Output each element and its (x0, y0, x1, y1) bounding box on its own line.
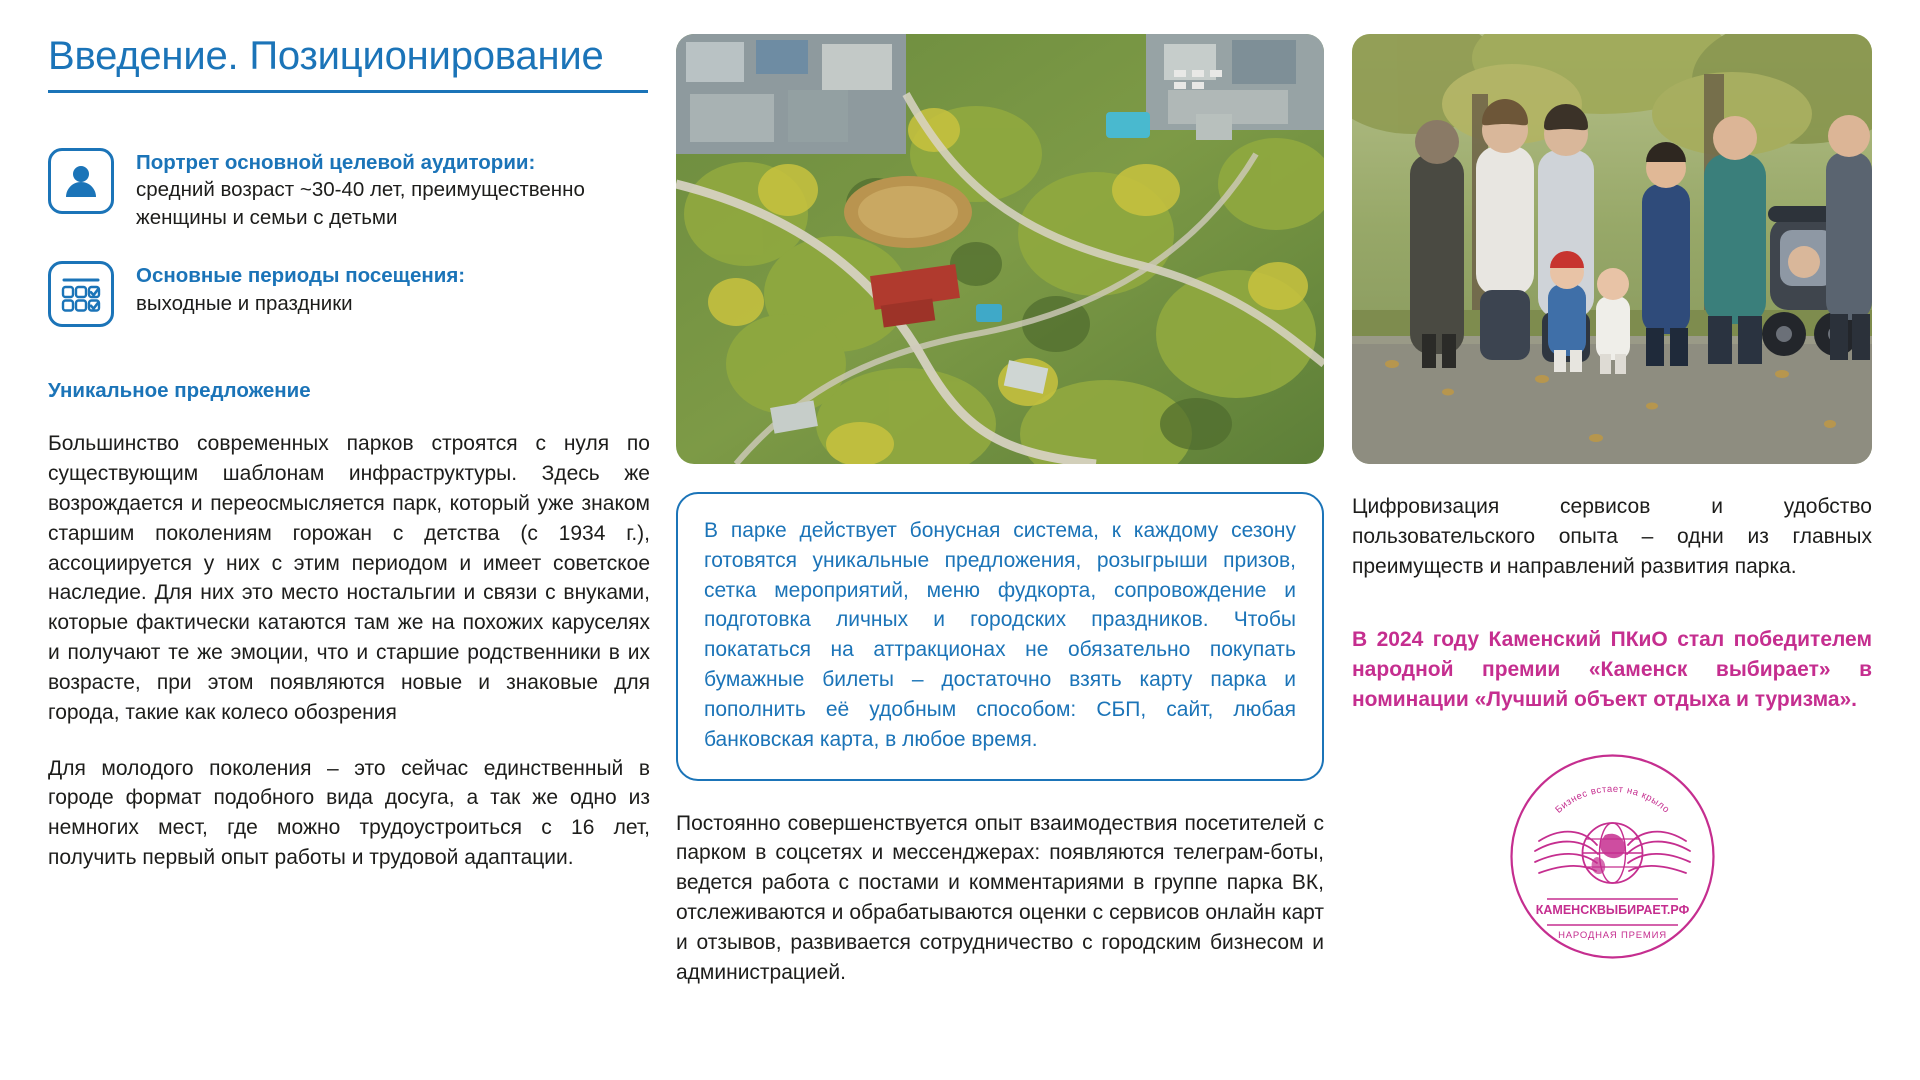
award-emblem-logo (1505, 749, 1720, 964)
park-visitors-photo (1352, 34, 1872, 464)
left-column (48, 148, 650, 873)
feature-audience-heading: Портрет основной целевой аудитории: (136, 151, 536, 174)
left-paragraph-2: Для молодого поколения – это сейчас единственный в городе формат подобного вида досуга, а так же одно из немногих мест, где можно трудоустроиться с 16 лет, получить первый опыт работы и трудовой адаптации. (48, 756, 650, 869)
feature-audience-body: средний возраст ~30-40 лет, преимущественно женщины и семьи с детьми (136, 178, 585, 229)
award-logo-main-text: КАМЕНСКВЫБИРАЕТ.РФ (1535, 902, 1689, 917)
feature-periods-text (136, 261, 465, 317)
right-paragraph: Цифровизация сервисов и удобство пользовательского опыта – одни из главных преимуществ и направлений развития парка. (1352, 495, 1872, 578)
middle-paragraph: Постоянно совершенствуется опыт взаимодествия посетителей с парком в соцсетях и мессенджерах: появляются телеграм-боты, ведется работа с постами и комментариями в группе парка ВК, отслеживаются и обрабатываются оценки с сервисов онлайн карт и отзывов, развивается сотрудничество с городским бизнесом и администрацией. (676, 811, 1324, 984)
title-underline-rule (48, 90, 648, 93)
svg-text:Бизнес встает на крыло (1553, 784, 1671, 816)
person-icon (48, 148, 114, 214)
feature-audience-portrait (48, 148, 650, 231)
right-column (1352, 492, 1872, 964)
bonus-system-callout-text: В парке действует бонусная система, к каждому сезону готовятся уникальные предложения, розыгрыши призов, сетка мероприятий, меню фудкорта, сопровождение и подготовка личных и городских праздников. Чтобы покататься на аттракционах не обязательно покупать бумажные билеты – достаточно взять карту парка и пополнить её удобным способом: СБП, сайт, любая банковская карта, в любое время. (704, 519, 1296, 751)
calendar-checklist-icon (48, 261, 114, 327)
aerial-park-photo (676, 34, 1324, 464)
title-block (48, 34, 648, 93)
award-statement: В 2024 году Каменский ПКиО стал победителем народной премии «Каменск выбирает» в номинации «Лучший объект отдыха и туризма». (1352, 628, 1872, 712)
award-logo-sub-text: НАРОДНАЯ ПРЕМИЯ (1557, 929, 1667, 941)
unique-offer-heading: Уникальное предложение (48, 379, 311, 403)
left-paragraph-1: Большинство современных парков строятся с нуля по существующим шаблонам инфраструктуры. Здесь же возрождается и переосмысляется парк, который уже знаком старшим поколениям горожан с детства (с 1934 г.), ассоциируется у них с этим периодом и имеет советское наследие. Для них это место ностальгии и связи с внуками, которые фактически катаются там же на похожих каруселях и получают те же эмоции, что и старшие родственники в их возрасте, при этом появляются новые и знаковые для города, такие как колесо обозрения (48, 432, 650, 724)
middle-column (676, 492, 1324, 987)
bonus-system-callout (676, 492, 1324, 781)
award-logo-wrap (1352, 749, 1872, 964)
feature-periods-body: выходные и праздники (136, 291, 353, 315)
award-logo-arc-text: Бизнес встает на крыло (1552, 783, 1672, 816)
feature-periods-heading: Основные периоды посещения: (136, 264, 466, 288)
page-title: Введение. Позиционирование (48, 34, 604, 78)
feature-visit-periods (48, 261, 650, 327)
feature-audience-text (136, 148, 650, 231)
